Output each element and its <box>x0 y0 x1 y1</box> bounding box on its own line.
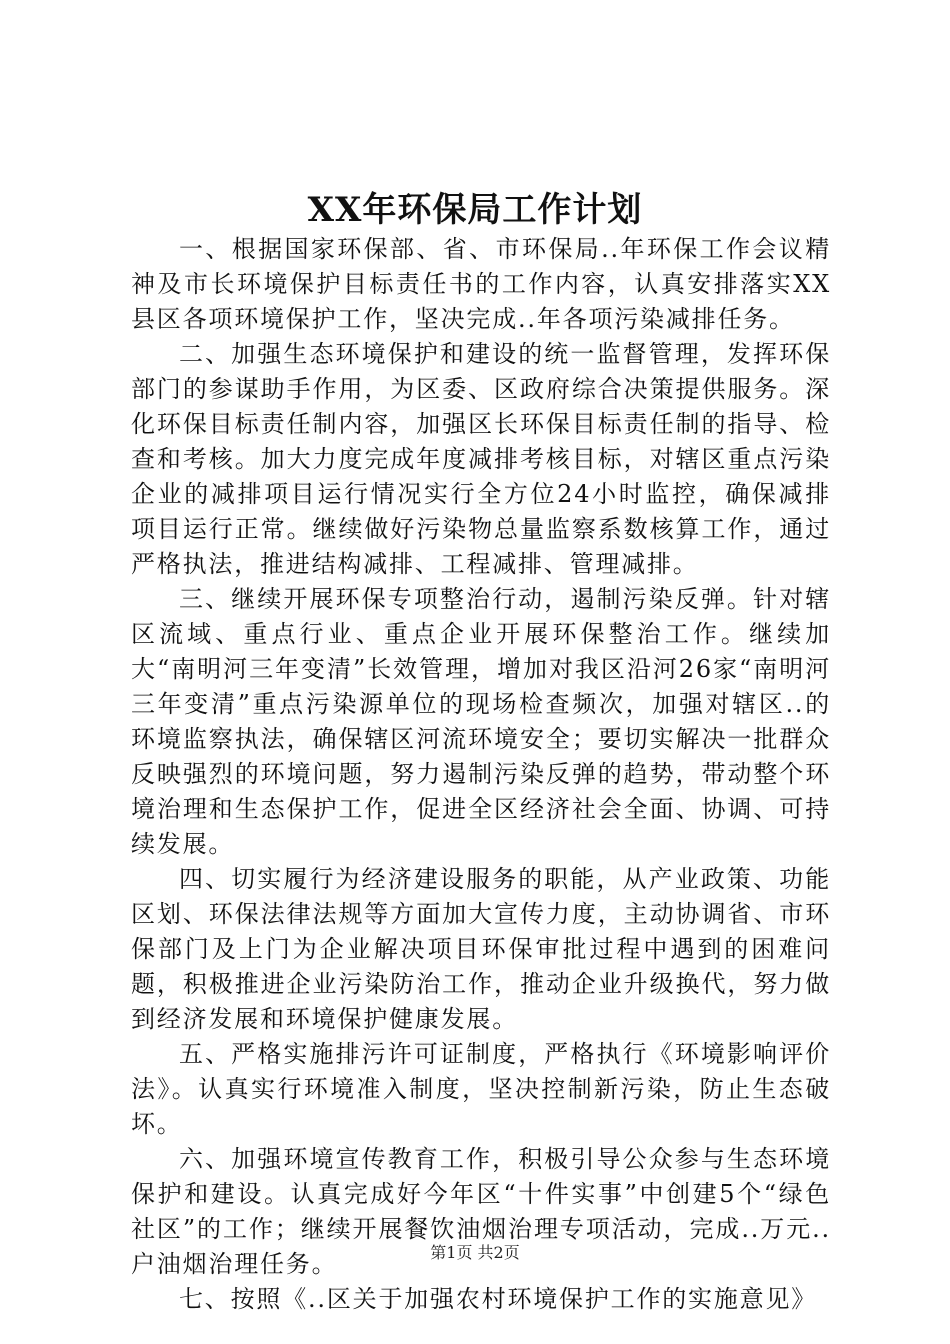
paragraph-7: 七、按照《..区关于加强农村环境保护工作的实施意见》 <box>179 1285 818 1313</box>
paragraph-5: 五、严格实施排污许可证制度，严格执行《环境影响评价法》。认真实行环境准入制度，坚决控制新污染，防止生态破坏。 <box>131 1040 831 1138</box>
paragraph-2: 二、加强生态环境保护和建设的统一监督管理，发挥环保部门的参谋助手作用，为区委、区政府综合决策提供服务。深化环保目标责任制内容，加强区长环保目标责任制的指导、检查和考核。加大力度完成年度减排考核目标，对辖区重点污染企业的减排项目运行情况实行全方位24小时监控，确保减排项目运行正常。继续做好污染物总量监察系数核算工作，通过严格执法，推进结构减排、工程减排、管理减排。 <box>131 340 831 578</box>
paragraph-1: 一、根据国家环保部、省、市环保局..年环保工作会议精神及市长环境保护目标责任书的工作内容，认真安排落实XX县区各项环境保护工作，坚决完成..年各项污染减排任务。 <box>131 235 831 333</box>
paragraph-3: 三、继续开展环保专项整治行动，遏制污染反弹。针对辖区流域、重点行业、重点企业开展环保整治工作。继续加大“南明河三年变清”长效管理，增加对我区沿河26家“南明河三年变清”重点污染源单位的现场检查频次，加强对辖区..的环境监察执法，确保辖区河流环境安全；要切实解决一批群众反映强烈的环境问题，努力遏制污染反弹的趋势，带动整个环境治理和生态保护工作，促进全区经济社会全面、协调、可持续发展。 <box>131 585 831 858</box>
page-number-footer: 第1页 共2页 <box>430 1243 520 1262</box>
paragraph-4: 四、切实履行为经济建设服务的职能，从产业政策、功能区划、环保法律法规等方面加大宣传力度，主动协调省、市环保部门及上门为企业解决项目环保审批过程中遇到的困难问题，积极推进企业污染防治工作，推动企业升级换代，努力做到经济发展和环境保护健康发展。 <box>131 865 831 1033</box>
paragraph-6: 六、加强环境宣传教育工作，积极引导公众参与生态环境保护和建设。认真完成好今年区“十件实事”中创建5个“绿色社区”的工作；继续开展餐饮油烟治理专项活动，完成..万元..户油烟治理任务。 <box>131 1145 831 1278</box>
document-body <box>131 232 831 1317</box>
document-title: XX年环保局工作计划 <box>307 190 643 230</box>
